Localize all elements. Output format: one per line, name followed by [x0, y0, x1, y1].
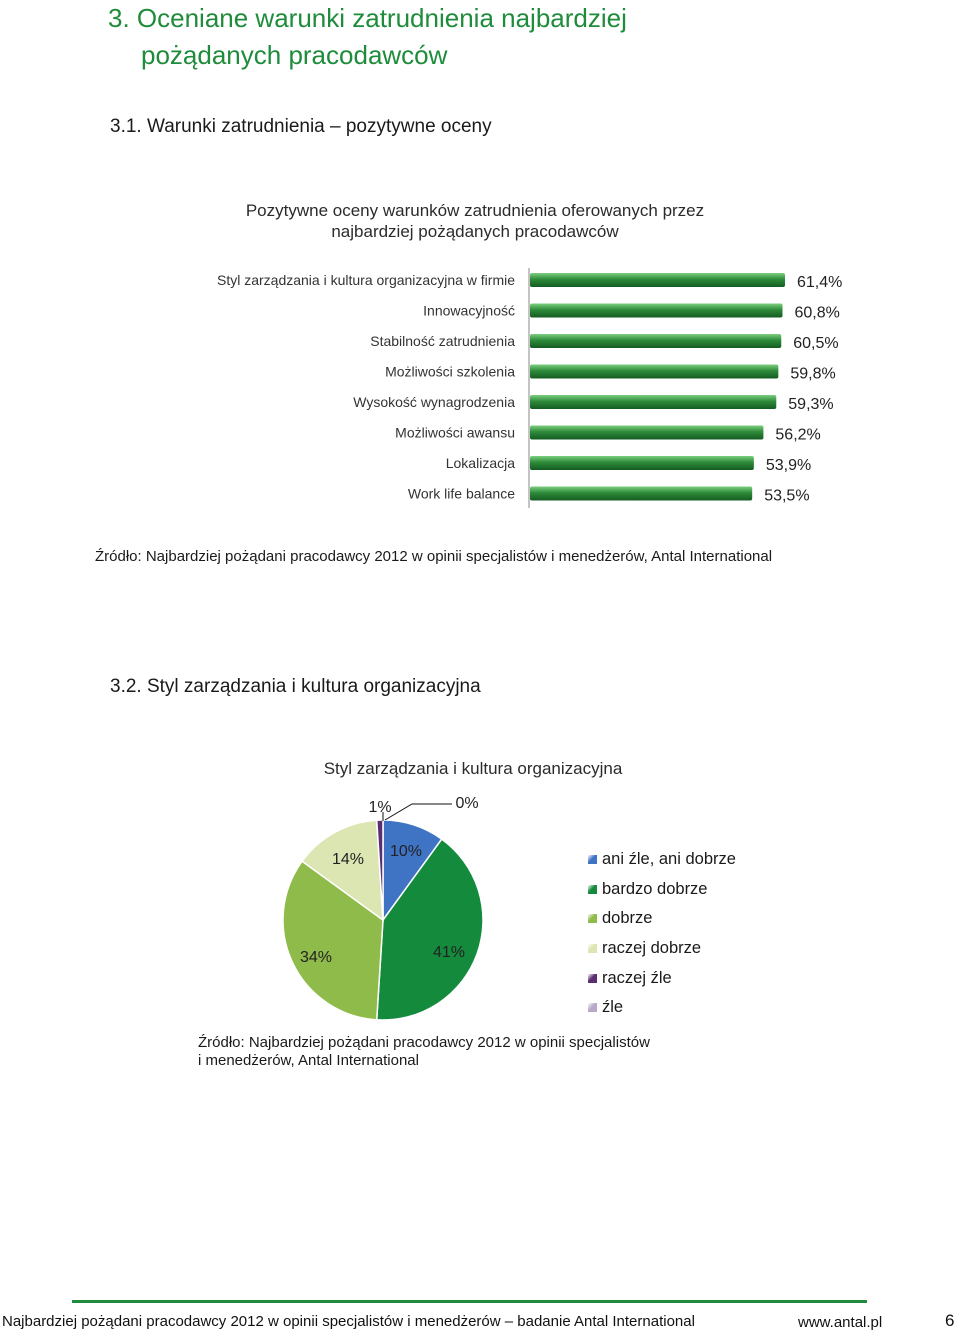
footer-title: Najbardziej pożądani pracodawcy 2012 w opinii specjalistów i menedżerów – badanie Antal International	[2, 1313, 695, 1330]
footer-url[interactable]: www.antal.pl	[798, 1314, 883, 1331]
bar-value-label: 53,9%	[765, 457, 812, 474]
legend-label: ani źle, ani dobrze	[602, 850, 736, 869]
legend-swatch	[588, 1003, 597, 1012]
bar-category-label: Możliwości szkolenia	[385, 363, 515, 380]
legend-item	[588, 963, 736, 993]
pie-value-label: 41%	[432, 944, 466, 961]
bar-category-label: Stabilność zatrudnienia	[370, 333, 515, 349]
legend-label: raczej źle	[602, 968, 672, 987]
subsection-2-heading: 3.2. Styl zarządzania i kultura organizacyjna	[110, 676, 481, 697]
subsection-1-heading: 3.1. Warunki zatrudnienia – pozytywne oceny	[110, 116, 492, 137]
pie-chart-title: Styl zarządzania i kultura organizacyjna	[323, 759, 623, 778]
bar-category-label: Innowacyjność	[423, 302, 515, 319]
legend-label: raczej dobrze	[602, 939, 702, 958]
pie-value-label: 1%	[368, 799, 392, 816]
legend-item	[588, 875, 736, 905]
section-heading-line1: 3. Oceniane warunki zatrudnienia najbardziej	[108, 3, 627, 33]
bar-category-label: Możliwości awansu	[395, 424, 515, 441]
legend-swatch	[588, 974, 597, 983]
legend-label: źle	[602, 998, 624, 1017]
pie-chart-source-line2: i menedżerów, Antal International	[198, 1052, 419, 1069]
bar-value-label: 59,3%	[788, 396, 834, 413]
section-heading-line2: pożądanych pracodawców	[141, 40, 448, 70]
bar-chart-title-line1: Pozytywne oceny warunków zatrudnienia oferowanych przez	[245, 201, 705, 220]
legend-swatch	[588, 855, 597, 864]
bar-category-label: Wysokość wynagrodzenia	[353, 394, 515, 410]
pie-leader-line	[385, 804, 452, 820]
pie-legend	[588, 845, 736, 1023]
legend-label: bardzo dobrze	[602, 879, 708, 898]
legend-swatch	[588, 914, 597, 923]
legend-swatch	[588, 944, 597, 953]
bar-category-label: Styl zarządzania i kultura organizacyjna w firmie	[216, 272, 515, 288]
bar-chart-source: Źródło: Najbardziej pożądani pracodawcy 2012 w opinii specjalistów i menedżerów, Antal International	[95, 548, 773, 565]
legend-item	[588, 845, 736, 875]
pie-value-label: 14%	[331, 851, 365, 868]
pie-value-label: 10%	[389, 843, 423, 860]
bar-value-label: 61,4%	[797, 274, 843, 291]
bar-value-label: 56,2%	[775, 426, 821, 444]
footer-divider	[72, 1300, 867, 1303]
bar-value-label: 60,5%	[793, 335, 839, 352]
bar-category-label: Work life balance	[407, 485, 515, 502]
bar-value-label: 59,8%	[790, 365, 836, 383]
pie-chart-source-line1: Źródło: Najbardziej pożądani pracodawcy 2012 w opinii specjalistów	[198, 1034, 650, 1051]
bar-category-label: Lokalizacja	[445, 455, 515, 471]
bar-value-label: 53,5%	[764, 487, 810, 505]
bar-value-label: 60,8%	[794, 304, 840, 322]
pie-chart-source	[198, 1034, 650, 1070]
legend-item	[588, 904, 736, 934]
legend-item	[588, 934, 736, 964]
pie-value-label: 34%	[299, 949, 333, 966]
pie-value-label: 0%	[455, 795, 479, 812]
legend-label: dobrze	[602, 909, 653, 928]
legend-swatch	[588, 885, 597, 894]
page-number: 6	[945, 1311, 955, 1330]
bar-chart-title-line2: najbardziej pożądanych pracodawców	[331, 222, 619, 241]
legend-item	[588, 993, 736, 1023]
